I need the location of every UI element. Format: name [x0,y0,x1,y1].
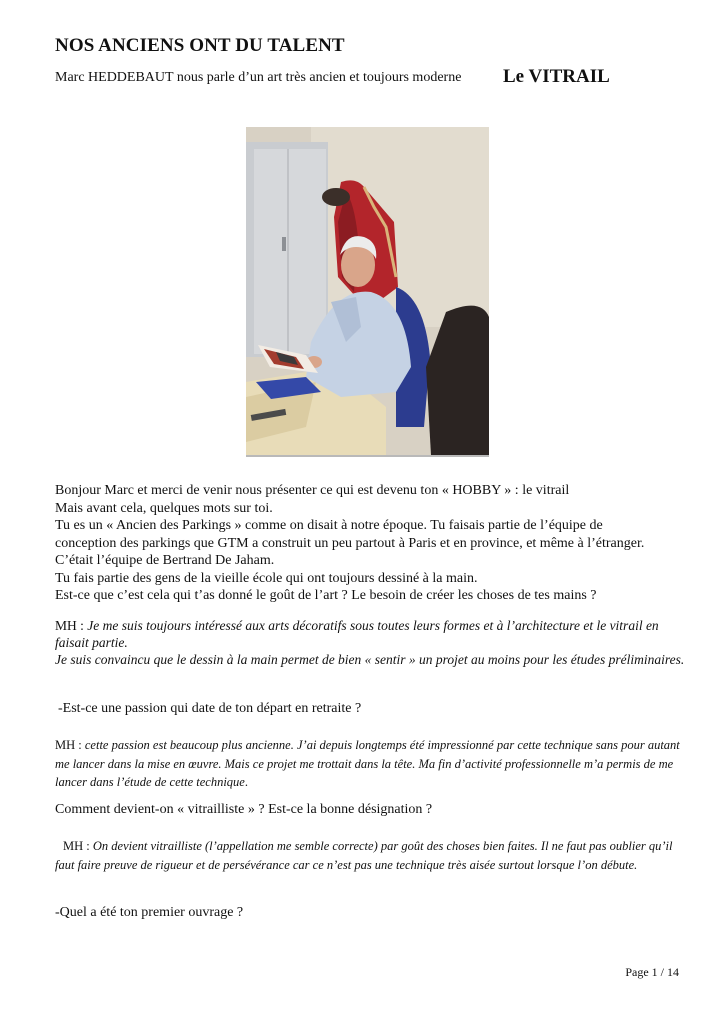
intro-line: Mais avant cela, quelques mots sur toi. [55,500,273,516]
intro-line: C’était l’équipe de Bertrand De Jaham. [55,553,275,568]
intro-line: conception des parkings que GTM a construit un peu partout à Paris et en province, et même à l’étranger. [55,535,645,551]
question-3: Comment devient-on « vitrailliste » ? Est-ce la bonne désignation ? [55,802,433,817]
answer-text: On devient vitrailliste (l’appellation me semble correcte) par goût des choses bien faites. Il ne faut pas oublier qu’il faut faire preuve de rigueur et de persévérance car ce n’est pas une technique très aisée surtout lorsque l’on débute. [55,839,673,872]
intro-line: Tu es un « Ancien des Parkings » comme on disait à notre époque. Tu faisais partie de l’équipe de [55,518,603,533]
answer-end: . [244,775,248,789]
intro-paragraph [55,482,685,605]
subtitle [55,66,695,87]
subtitle-text: Marc HEDDEBAUT nous parle d’un art très ancien et toujours moderne [55,70,462,85]
subtitle-bold: Le VITRAIL [503,66,610,87]
answer-2 [55,736,685,792]
intro-line: Tu fais partie des gens de la vieille école qui ont toujours dessiné à la main. [55,570,478,586]
question-2: -Est-ce une passion qui date de ton départ en retraite ? [58,701,362,716]
answer-prefix: MH : [55,618,88,633]
page-number: Page 1 / 14 [625,965,679,979]
question-4: -Quel a été ton premier ouvrage ? [55,905,244,920]
answer-prefix: MH : [55,738,85,752]
answer-3 [55,837,685,874]
page-title: NOS ANCIENS ONT DU TALENT [55,35,345,56]
answer-text: Je suis convaincu que le dessin à la main permet de bien « sentir » un projet au moins pour les études préliminaires. [55,652,685,667]
intro-line: Est-ce que c’est cela qui t’as donné le goût de l’art ? Le besoin de créer les choses de tes mains ? [55,588,597,603]
intro-line: Bonjour Marc et merci de venir nous présenter ce qui est devenu ton « HOBBY » : le vitrail [55,483,570,498]
answer-prefix: MH : [63,839,93,853]
answer-text: Je me suis toujours intéressé aux arts décoratifs sous toutes leurs formes et à l’architecture et le vitrail en faisait partie. [55,618,659,650]
answer-1 [55,617,685,668]
answer-text: cette passion est beaucoup plus ancienne. J’ai depuis longtemps été impressionné par cette technique sans pour autant me lancer dans la mise en œuvre. Mais ce projet me trottait dans la tête. Ma fin d’activité professionnelle m’a permis de me lancer dans l’étude de cette technique [55,738,680,789]
portrait-photo [246,127,489,457]
